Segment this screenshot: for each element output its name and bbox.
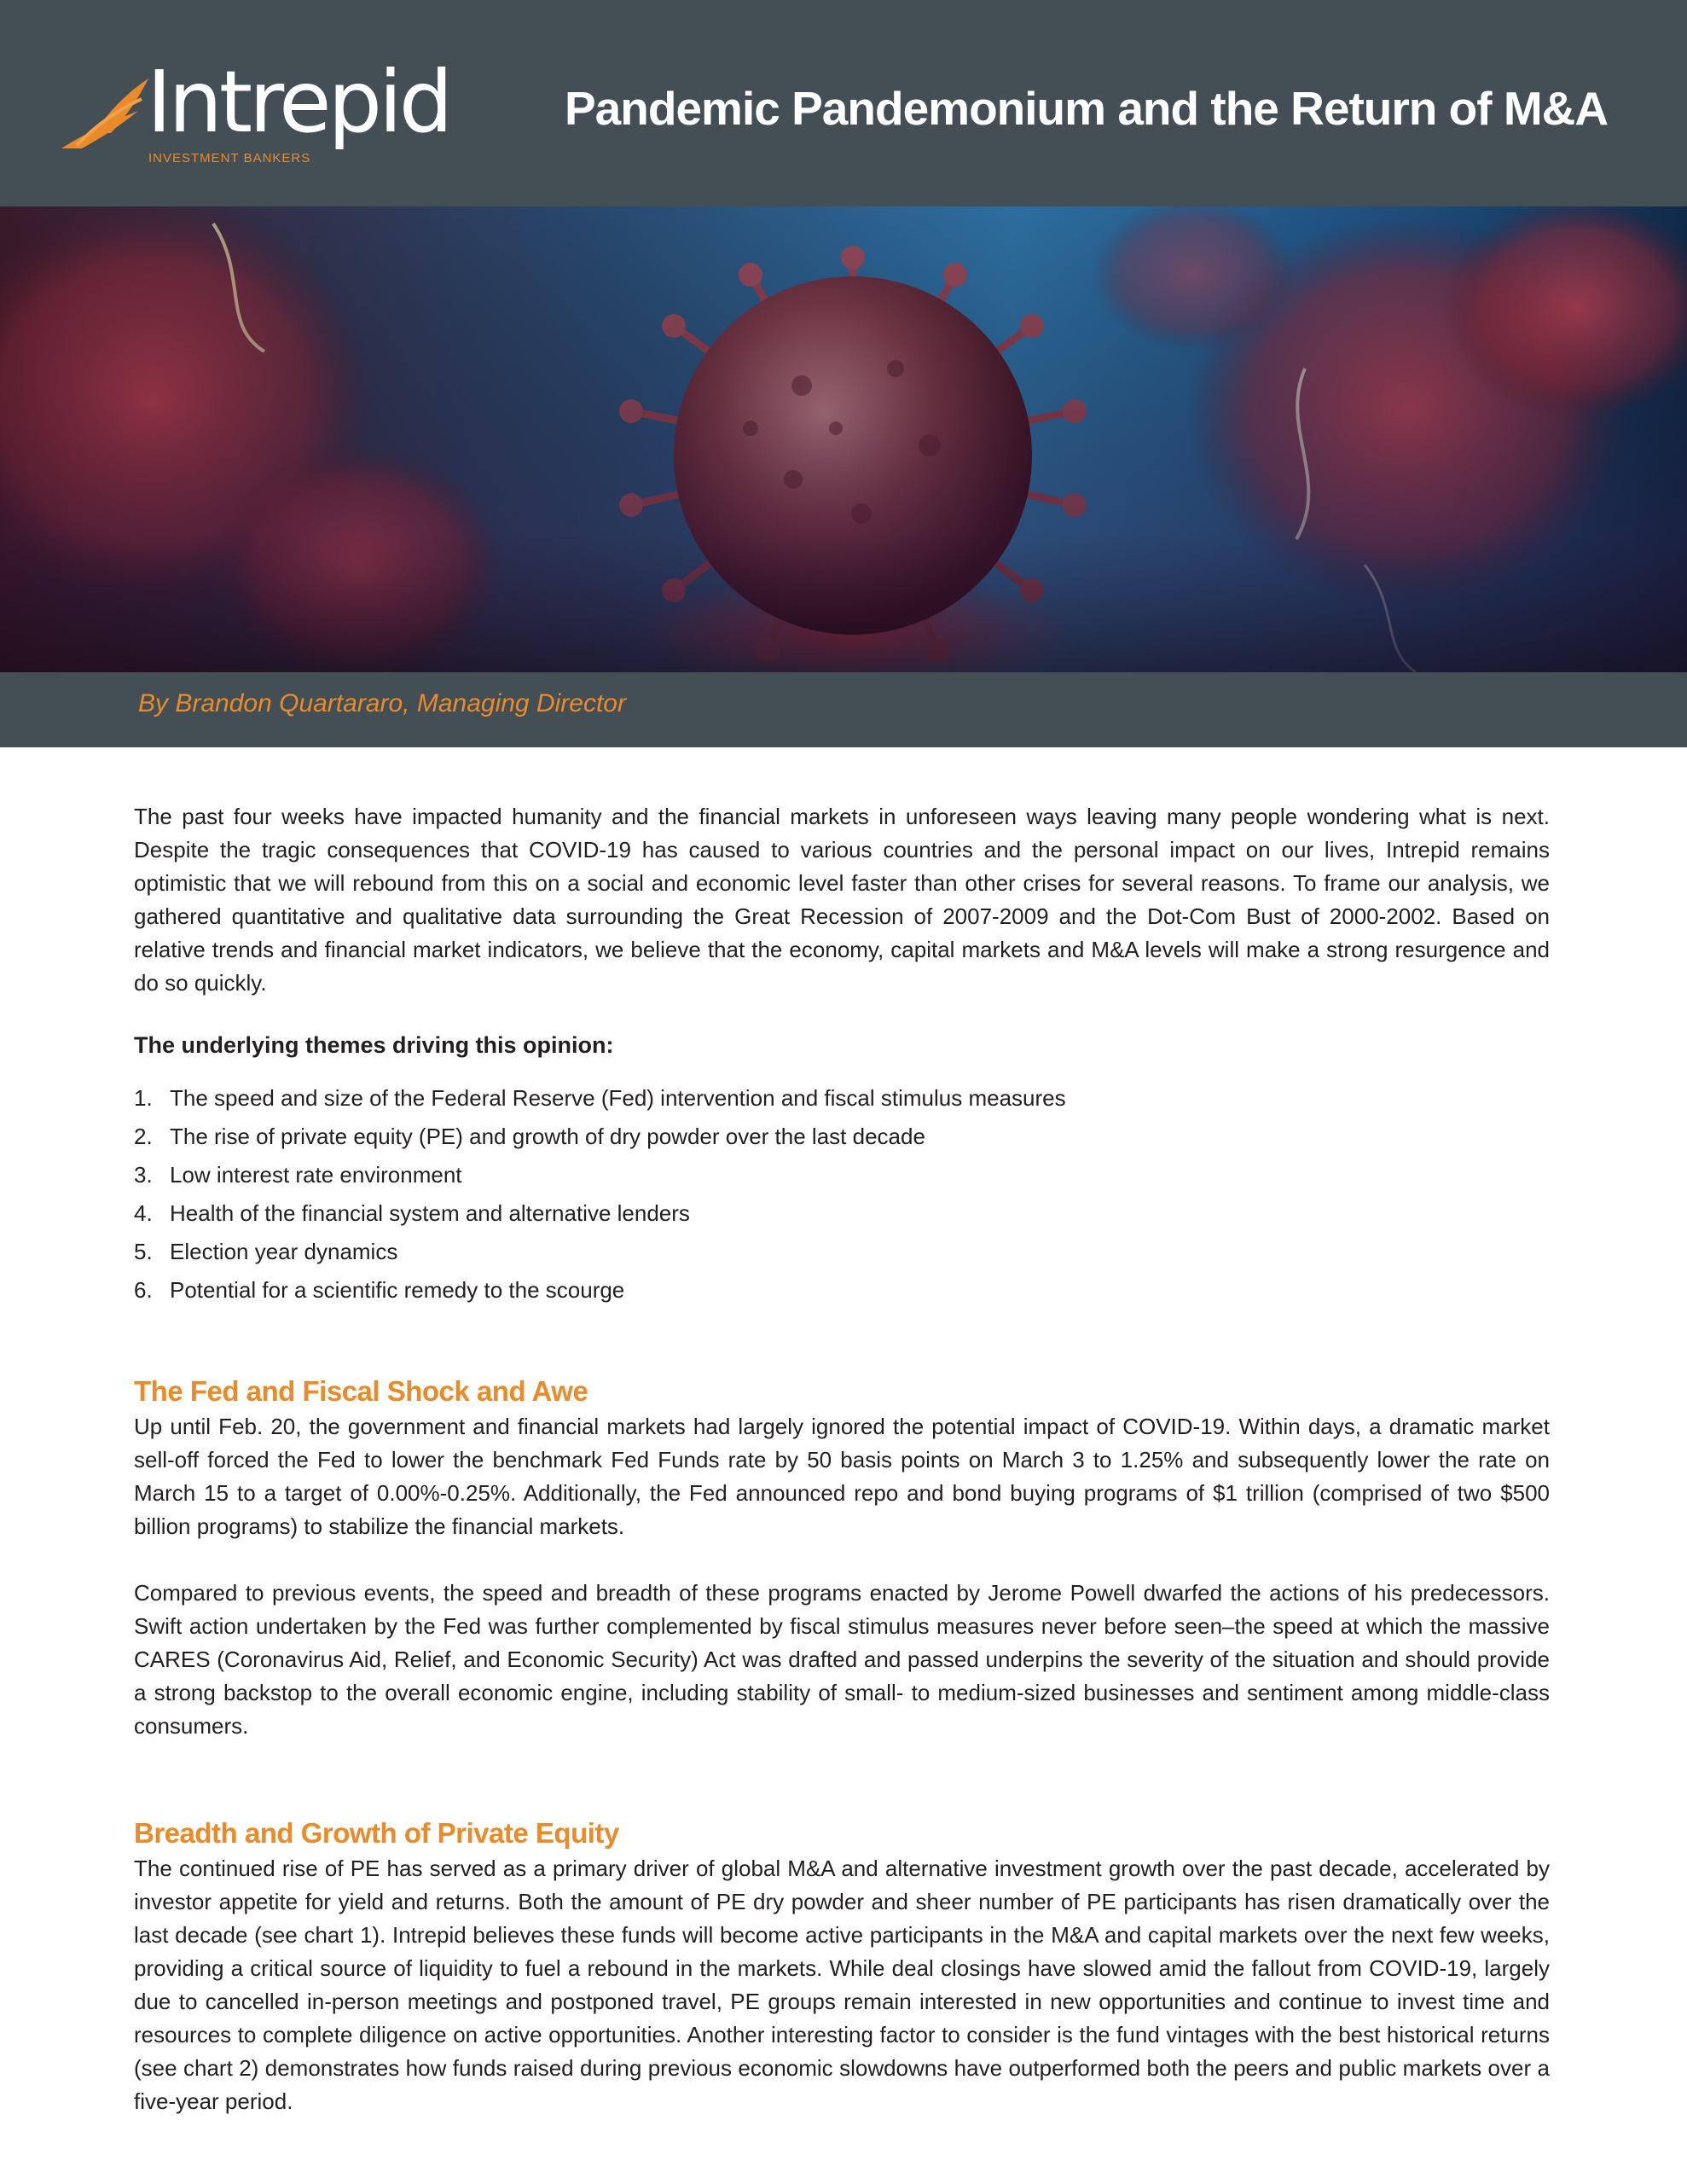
list-text: The rise of private equity (PE) and growth of dry powder over the last decade [170,1124,925,1149]
logo-wordmark: Intrepid [147,52,450,152]
logo-subtext: INVESTMENT BANKERS [148,151,311,166]
list-item [134,1079,1550,1118]
list-item [134,1156,1550,1194]
intrepid-logo [60,52,461,176]
list-number: 6. [134,1277,153,1303]
list-number: 2. [134,1124,153,1149]
byline-bar [0,672,1687,747]
list-text: Health of the financial system and alternative lenders [170,1200,690,1226]
list-item [134,1271,1550,1310]
list-text: Election year dynamics [170,1239,398,1264]
list-item [134,1233,1550,1271]
list-item [134,1118,1550,1156]
author-byline: By Brandon Quartararo, Managing Director [138,689,626,717]
themes-heading: The underlying themes driving this opinion: [134,1032,614,1058]
list-number: 3. [134,1162,153,1188]
themes-list [134,1079,1550,1310]
list-text: Potential for a scientific remedy to the scourge [170,1277,625,1303]
section-pe-paragraph-1: The continued rise of PE has served as a primary driver of global M&A and alternative investment growth over the past decade, accelerated by investor appetite for yield and returns. Both the amount of PE dry powder and sheer number of PE participants has risen dramatically over the last decade (see chart 1). Intrepid believes these funds will become active participants in the M&A and capital markets over the next few weeks, providing a critical source of liquidity to fuel a rebound in the markets. While deal closings have slowed amid the fallout from COVID-19, largely due to cancelled in-person meetings and postponed travel, PE groups remain interested in new opportunities and continue to invest time and resources to complete diligence on active opportunities. Another interesting factor to consider is the fund vintages with the best historical returns (see chart 2) demonstrates how funds raised during previous economic slowdowns have outperformed both the peers and public markets over a five-year period. [134,1856,1550,2114]
list-text: Low interest rate environment [170,1162,462,1188]
hero-image [0,206,1687,672]
section-fed-paragraph-1: Up until Feb. 20, the government and financial markets had largely ignored the potential impact of COVID-19. Within days, a dramatic market sell-off forced the Fed to lower the benchmark Fed Funds rate by 50 basis points on March 3 to 1.25% and subsequently lower the rate on March 15 to a target of 0.00%-0.25%. Additionally, the Fed announced repo and bond buying programs of $1 trillion (comprised of two $500 billion programs) to stabilize the financial markets. [134,1414,1550,1539]
intro-paragraph: The past four weeks have impacted humanity and the financial markets in unforeseen ways leaving many people wondering what is next. Despite the tragic consequences that COVID-19 has caused to various countries and the personal impact on our lives, Intrepid remains optimistic that we will rebound from this on a social and economic level faster than other crises for several reasons. To frame our analysis, we gathered quantitative and qualitative data surrounding the Great Recession of 2007-2009 and the Dot-Com Bust of 2000-2002. Based on relative trends and financial market indicators, we believe that the economy, capital markets and M&A levels will make a strong resurgence and do so quickly. [134,804,1550,996]
coronavirus-illustration-icon [0,206,1687,672]
section-heading-fed: The Fed and Fiscal Shock and Awe [134,1375,588,1407]
list-item [134,1194,1550,1233]
list-text: The speed and size of the Federal Reserve (Fed) intervention and fiscal stimulus measures [170,1085,1066,1111]
list-number: 4. [134,1200,153,1226]
logo-swoosh-icon [60,73,154,159]
section-fed-paragraph-2: Compared to previous events, the speed and breadth of these programs enacted by Jerome Powell dwarfed the actions of his predecessors. Swift action undertaken by the Fed was further complemented by fiscal stimulus measures never before seen–the speed at which the massive CARES (Coronavirus Aid, Relief, and Economic Security) Act was drafted and passed underpins the severity of the situation and should provide a strong backstop to the overall economic engine, including stability of small- to medium-sized businesses and sentiment among middle-class consumers. [134,1580,1550,1739]
page-header [0,0,1687,206]
list-number: 5. [134,1239,153,1264]
page-title: Pandemic Pandemonium and the Return of M&A [565,82,1609,135]
article-body [134,800,1550,2118]
section-heading-private-equity: Breadth and Growth of Private Equity [134,1817,619,1849]
list-number: 1. [134,1085,153,1111]
